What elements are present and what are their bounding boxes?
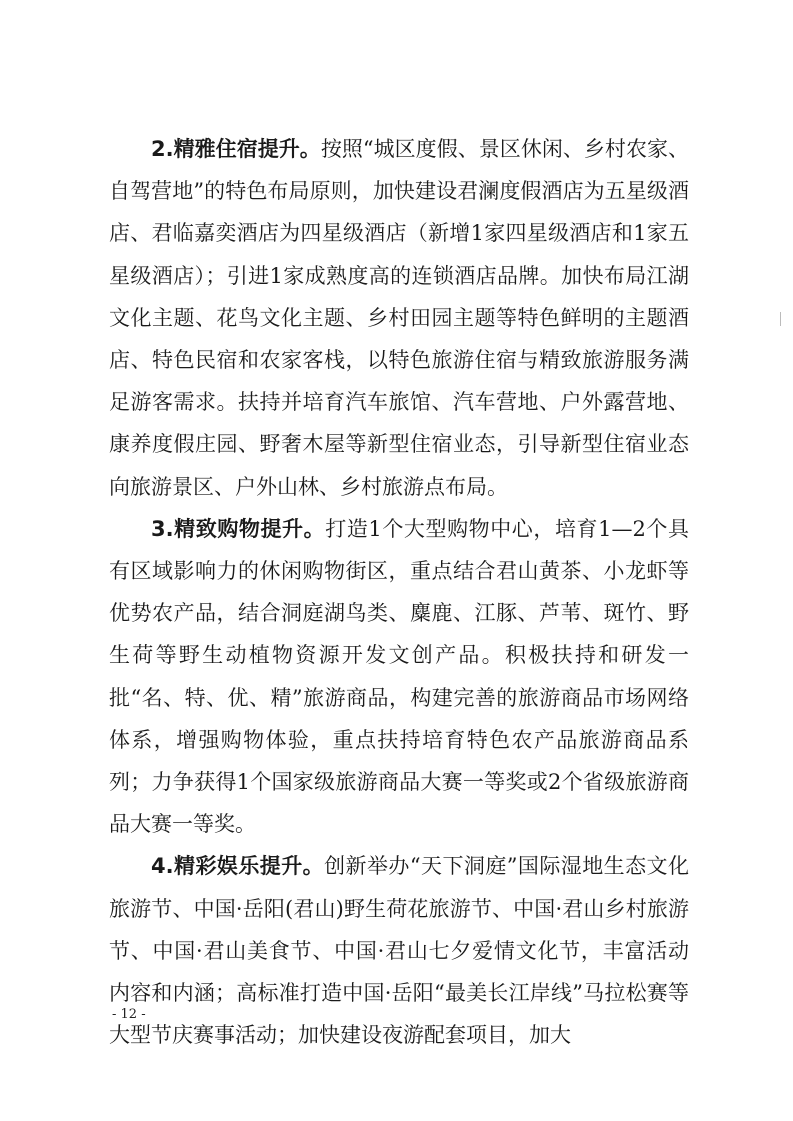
paragraph-text: 创新举办“天下洞庭”国际湿地生态文化旅游节、中国·岳阳(君山)野生荷花旅游节、中国·君山乡村旅游节、中国·君山美食节、中国·君山七夕爱情文化节，丰富活动内容和内涵；高标准打造中国·岳阳“最美长江岸线”马拉松赛等大型节庆赛事活动；加快建设夜游配套项目，加大 [109,854,689,1048]
scan-margin-mark [780,312,781,326]
paragraph-heading: 4.精彩娱乐提升。 [151,854,325,879]
document-body [109,128,689,1056]
page-number: - 12 - [112,1007,146,1022]
paragraph-heading: 3.精致购物提升。 [151,516,326,541]
paragraph-entertainment [109,845,689,1056]
paragraph-heading: 2.精雅住宿提升。 [151,137,321,161]
paragraph-text: 按照“城区度假、景区休闲、乡村农家、自驾营地”的特色布局原则，加快建设君澜度假酒店为五星级酒店、君临嘉奕酒店为四星级酒店（新增1家四星级酒店和1家五星级酒店）；引进1家成熟度高的连锁酒店品牌。加快布局江湖文化主题、花鸟文化主题、乡村田园主题等特色鲜明的主题酒店、特色民宿和农家客栈，以特色旅游住宿与精致旅游服务满足游客需求。扶持并培育汽车旅馆、汽车营地、户外露营地、康养度假庄园、野奢木屋等新型住宿业态，引导新型住宿业态向旅游景区、户外山林、乡村旅游点布局。 [109,137,690,499]
paragraph-shopping [109,508,689,846]
paragraph-accommodation [109,128,689,508]
paragraph-text: 打造1个大型购物中心，培育1—2个具有区域影响力的休闲购物街区，重点结合君山黄茶、小龙虾等优势农产品，结合洞庭湖鸟类、麋鹿、江豚、芦苇、斑竹、野生荷等野生动植物资源开发文创产品。积极扶持和研发一批“名、特、优、精”旅游商品，构建完善的旅游商品市场网络体系，增强购物体验，重点扶持培育特色农产品旅游商品系列；力争获得1个国家级旅游商品大赛一等奖或2个省级旅游商品大赛一等奖。 [109,516,689,837]
